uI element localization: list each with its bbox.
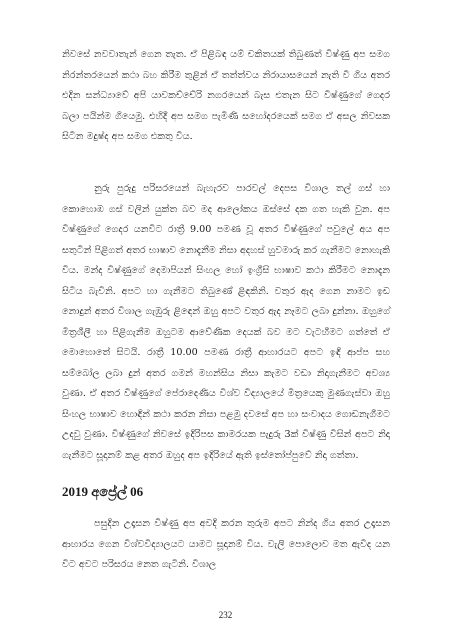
date-heading: 2019 අප්‍රේල් 06 xyxy=(62,484,144,499)
paragraph-1: නිවසේ නවවාතැන් ගෙන තැත. ඒ පිළිබඳ යම් චකිතයක් තිබුණත් විෂ්ණු අප සමග නිරන්තරයෙන් කථා බහ කිරීම තුළින් ඒ තත්ත්වය නිරායාසයෙන් නැති වී ගිය අතර එදින සන්ධ්‍යාවේ අපි යාවකච්චේරි නගරයෙන් බැස එතැන සිට විෂ්ණුගේ ගෙදර බලා පයින්ම ගියෙමු. එහිදී අප සමග පැමිණි සහෝදරයෙක් සමග ඒ අසල නිවසක සිටින මදුෂ්ද අප සමග එකතු විය. xyxy=(62,49,390,142)
paragraph-2: නුරු පුරුදු පරිසරයෙන් බැහැරව පාරවල් දෙපස විශාල තල් ගස් හා කොහොඹ ගස් වලින් යුක්ත බව මද ආලෝකය ඔස්සේ දක ගත හැකි වුන. අප විෂ්ණුගේ ගෙදර යනවිට රාත්‍රී 9.00 පමණ වූ අතර විෂ්ණුගේ පවුලේ අය අප සතුටින් පිළිගත් අතර භාෂාව නොදැනීම නිසා අදහස් හුවමාරු කර ගැනීමට නොහැකි විය. මන්ද විෂ්ණුගේ දෙමාපියන් සිංහල හෝ ඉංග්‍රීසි භාෂාව කථා කිරීමට නොදැන සිටිය බැවිනි. අපට හා ගැනීමට තිබුණේ ළිඳකිනි. වතුර ඇද ගෙන නාමට ඉඩ නොදුන් අතර විශාල ගැඹුරු ළිඳෙන් ඔහු අපට වතුර ඇද නෑමට ලබා දුන්නා. ඔහුගේ මිත්‍රශීලී හා පිළිගැනීම ඔහුටම ආවේණික දෙයක් බව මට වැටහීමට ගත්තේ ඒ මොහොතේ සිටයි. රාත්‍රී 10.00 පමණ රාත්‍රී ආහාරයට අපට ඉඳි ආප්ප සහ සම්බෝල ලබා දුන් අතර ගමන් මහන්සිය නිසා කැමට වඩා නිදාගැනීමට අවශ්‍ය වුණා. ඒ අතර විෂ්ණුගේ පේරාදෙණිය විශ්ව විද්‍යාලයේ මිත්‍රයෙකු මුණගැස්වා ඔහු සිංහල භාෂාව හොඳින් කථා කරන නිසා පළමු දවසේ අප හා සංවාදය ගොඩනැගීමට උදවු වුණා. විෂ්ණුගේ නිවසේ ඉදිරිපස කාමරයක පැදුරු 3ක් විෂ්ණු විසින් අපට නිදා ගැනීමට සූදානම් කළ අතර ඔහුද අප ඉදිරියේ ඇති ඉස්තෝප්පුවේ නිදා ගත්තා. xyxy=(62,183,390,461)
paragraph-3: පසුදින උදෑසන විෂ්ණු අප අවදි කරන තුරුම අපට නින්ද ගිය අතර උදෑසන ආහාරය ගෙන විශ්වවිද්‍යාලයට යාමට සූදානම් විය. වැලි පොලොව මත ඇවිද යන විට අවට පරිසරය නෙත ගැටිනි. විශාල xyxy=(62,518,390,570)
page-number: 232 xyxy=(218,610,233,620)
